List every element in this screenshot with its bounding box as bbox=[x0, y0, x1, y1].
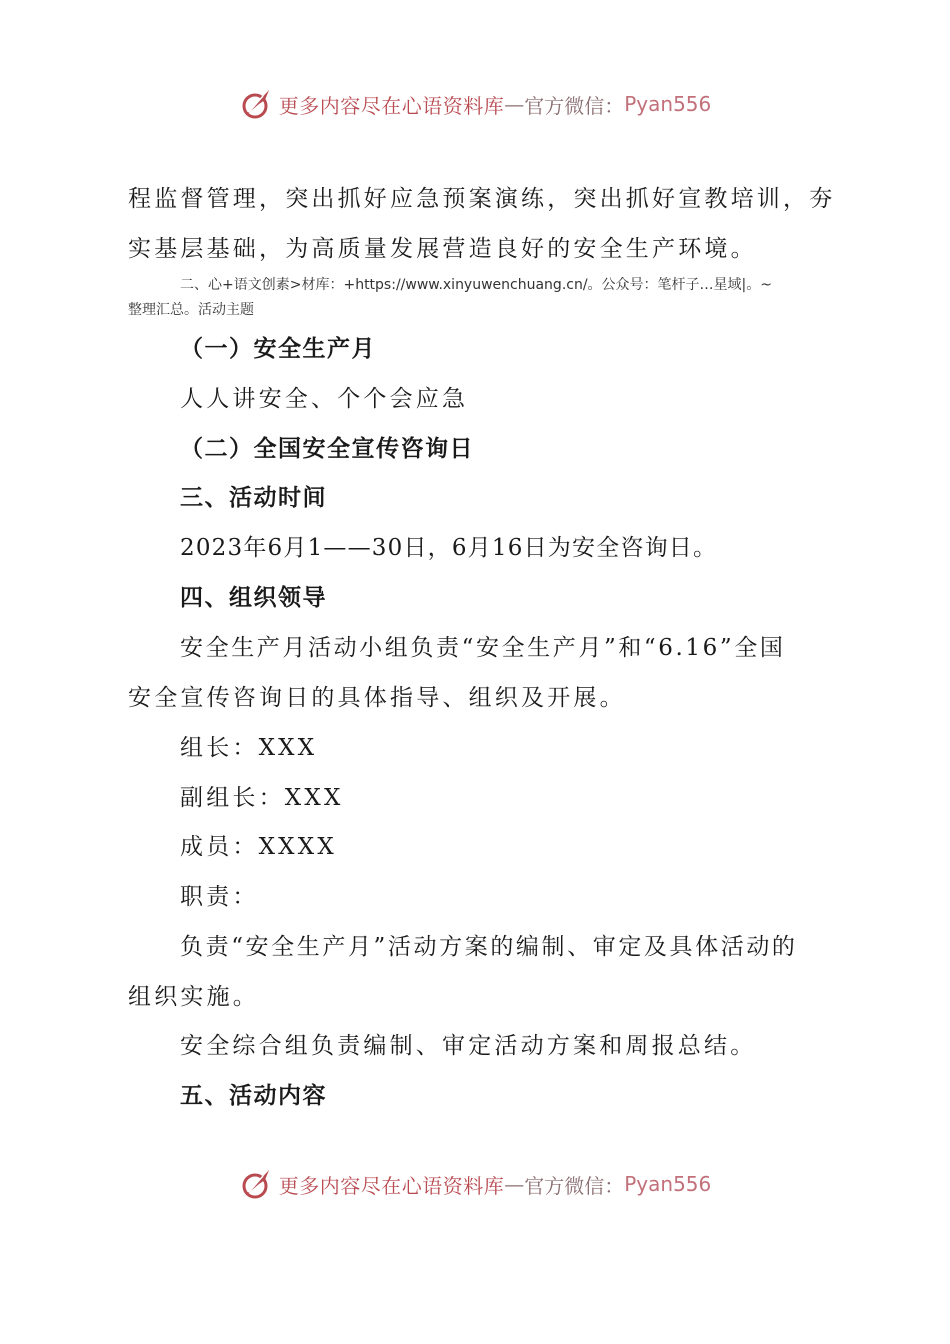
section-heading-organization: 四、组织领导 bbox=[180, 585, 327, 611]
paragraph-line: 负责“安全生产月”活动方案的编制、审定及具体活动的 bbox=[180, 934, 798, 960]
paragraph-line: 实基层基础，为高质量发展营造良好的安全生产环境。 bbox=[128, 236, 757, 262]
banner-dash: — bbox=[504, 1172, 525, 1196]
section-heading-time: 三、活动时间 bbox=[180, 485, 327, 511]
time-text: 2023年6月1——30日，6月16日为安全咨询日。 bbox=[180, 535, 718, 561]
paragraph-line: 程监督管理，突出抓好应急预案演练，突出抓好宣教培训，夯 bbox=[128, 186, 836, 212]
banner-text: 更多内容尽在心语资料库 bbox=[278, 1173, 505, 1198]
source-note: 二、心+语文创素>材库：+https://www.xinyuwenchuang.cn/。公众号：笔杆子…星域|。~ bbox=[180, 277, 772, 293]
subheading-safety-month: （一）安全生产月 bbox=[180, 336, 376, 362]
header-banner bbox=[0, 82, 950, 126]
banner-wechat-id: Pyan556 bbox=[624, 92, 712, 116]
paragraph-line: 安全综合组负责编制、审定活动方案和周报总结。 bbox=[180, 1033, 757, 1059]
subheading-consult-day: （二）全国安全宣传咨询日 bbox=[180, 436, 474, 462]
source-note: 整理汇总。活动主题 bbox=[128, 302, 254, 318]
banner-wechat-id: Pyan556 bbox=[624, 1172, 712, 1196]
theme-text: 人人讲安全、个个会应急 bbox=[180, 386, 469, 412]
duty-label: 职责： bbox=[180, 884, 259, 910]
vice-leader-text: 副组长：XXX bbox=[180, 785, 344, 811]
quill-logo-icon bbox=[239, 86, 275, 122]
banner-wechat-label: 官方微信： bbox=[524, 93, 625, 118]
section-heading-content: 五、活动内容 bbox=[180, 1083, 327, 1109]
banner-text: 更多内容尽在心语资料库 bbox=[278, 93, 505, 118]
leader-text: 组长：XXX bbox=[180, 735, 318, 761]
members-text: 成员：XXXX bbox=[180, 834, 337, 860]
banner-dash: — bbox=[504, 92, 525, 116]
footer-banner bbox=[0, 1162, 950, 1206]
quill-logo-icon bbox=[239, 1166, 275, 1202]
banner-wechat-label: 官方微信： bbox=[524, 1173, 625, 1198]
paragraph-line: 安全生产月活动小组负责“安全生产月”和“6.16”全国 bbox=[180, 635, 786, 661]
paragraph-line: 组织实施。 bbox=[128, 984, 259, 1010]
paragraph-line: 安全宣传咨询日的具体指导、组织及开展。 bbox=[128, 685, 626, 711]
